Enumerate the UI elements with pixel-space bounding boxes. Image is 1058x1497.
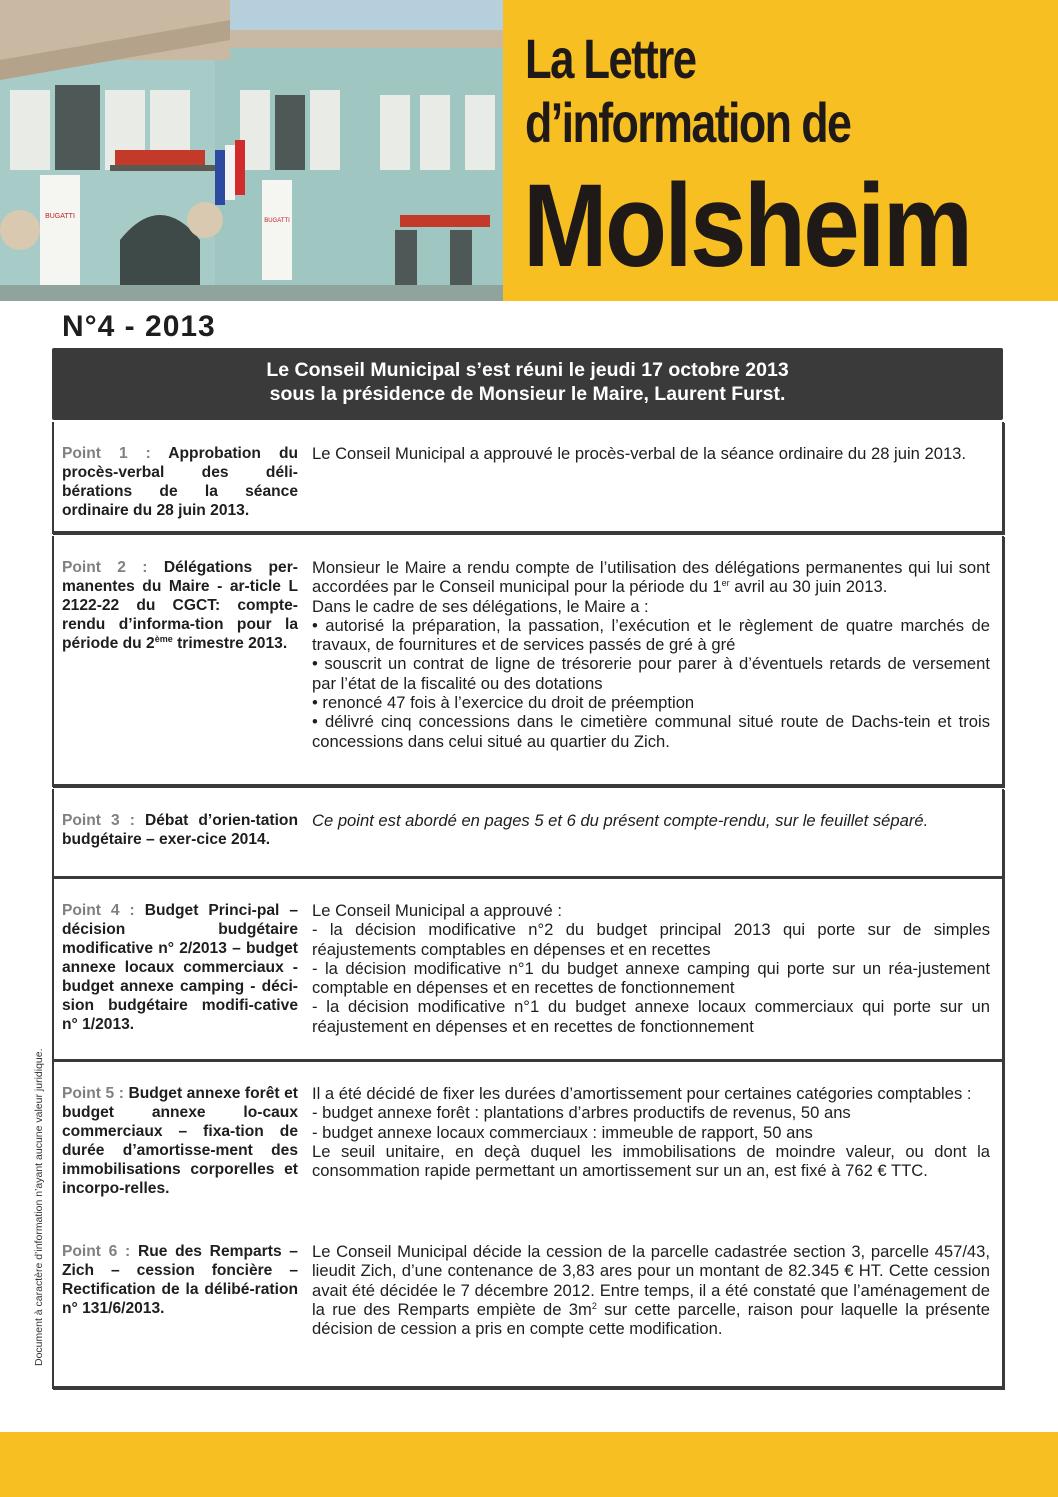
point-5-heading: Budget annexe forêt et budget annexe lo-caux commerciaux – fixa-tion de durée d’amortisse-ment des immobilisations corporelles et incorpo-relles. xyxy=(62,1085,298,1197)
point-2-bullet: • délivré cinq concessions dans le cimetière communal situé route de Dachs-tein et trois concessions dans celui situé au quartier du Zich. xyxy=(312,712,990,751)
point-6-body xyxy=(312,1242,990,1338)
point-4-line: - la décision modificative n°1 du budget annexe camping qui porte sur un réa-justement comptable en dépenses et en recettes de fonctionnement xyxy=(312,958,990,998)
council-report xyxy=(52,348,1003,1339)
point-1-heading: Approbation du procès-verbal des déli-bérations de la séance ordinaire du 28 juin 2013. xyxy=(62,445,298,519)
point-6-label: Point 6 : xyxy=(62,1243,131,1260)
point-2-intro-sup: er xyxy=(721,578,730,589)
point-3-text: Ce point est abordé en pages 5 et 6 du présent compte-rendu, sur le feuillet séparé. xyxy=(312,811,929,830)
point-6-text-a: Le Conseil Municipal décide la cession de la parcelle cadastrée section 3, parcelle 457/43, lieudit Zich, d’une contenance de 3,83 ares pour un montant de 82.345 € HT. Cette cession avait été décidée le 7 décembre 2012. Entre temps, il a été constaté que l’aménagement de la rue des Remparts empiète de 3m xyxy=(312,1242,990,1319)
point-row-3 xyxy=(52,789,1004,879)
point-2-heading-sup: ème xyxy=(154,634,173,644)
point-5-title xyxy=(62,1084,298,1198)
point-1-body xyxy=(312,444,990,463)
title-line-1: La Lettre xyxy=(525,27,696,90)
footer-bar xyxy=(0,1432,1058,1497)
bugatti-banner-right: BUGATTI xyxy=(264,218,290,224)
point-5-label: Point 5 : xyxy=(62,1085,124,1102)
bugatti-banner-left: BUGATTI xyxy=(45,213,75,220)
point-2-label: Point 2 : xyxy=(62,559,148,576)
point-5-body xyxy=(312,1084,990,1180)
point-4-title xyxy=(62,901,298,1034)
point-5-line: Il a été décidé de fixer les durées d’amortissement pour certaines catégories comptables : xyxy=(312,1084,972,1103)
point-4-body xyxy=(312,901,990,1036)
point-row-5 xyxy=(52,1062,1004,1232)
point-4-label: Point 4 : xyxy=(62,902,135,919)
point-2-bullet: • souscrit un contrat de ligne de trésorerie pour parer à d’éventuels retards de versement par l’état de la fiscalité ou des dotations xyxy=(312,654,990,693)
point-4-heading: Budget Princi-pal – décision budgétaire modificative n° 2/2013 – budget annexe locaux commerciaux - budget annexe camping - déci-sion budgétaire modifi-cative n° 1/2013. xyxy=(62,902,298,1033)
council-heading-line-2: sous la présidence de Monsieur le Maire, Laurent Furst. xyxy=(269,383,786,405)
point-2-intro xyxy=(312,558,990,597)
point-2-title xyxy=(62,558,298,653)
point-6-title xyxy=(62,1242,298,1318)
point-2-heading-b: trimestre 2013. xyxy=(172,635,288,652)
point-6-text-b: sur cette parcelle, raison pour laquelle la présente décision de cession a pris en compte cette modification. xyxy=(312,1299,990,1339)
point-3-title xyxy=(62,811,298,849)
council-heading xyxy=(52,348,1003,420)
point-4-line: Le Conseil Municipal a approuvé : xyxy=(312,901,562,920)
point-2-body xyxy=(312,558,990,751)
point-2-heading-a: Délégations per-manentes du Maire - ar-ticle L 2122-22 du CGCT: compte-rendu d’informa-tion pour la période du 2 xyxy=(62,559,298,652)
point-row-6 xyxy=(52,1220,1004,1389)
legal-side-note: Document à caractère d’information n’ayant aucune valeur juridique. xyxy=(33,1048,45,1366)
point-1-text: Le Conseil Municipal a approuvé le procès-verbal de la séance ordinaire du 28 juin 2013. xyxy=(312,444,967,463)
title-line-2: d’information de xyxy=(525,91,851,154)
point-row-1 xyxy=(52,422,1004,534)
point-5-line: Le seuil unitaire, en deçà duquel les immobilisations de moindre valeur, ou dont la consommation rapide permettant un amortissement sur un an, est fixé à 762 € TTC. xyxy=(312,1141,990,1181)
point-6-text xyxy=(312,1242,990,1338)
point-2-lead: Dans le cadre de ses délégations, le Maire a : xyxy=(312,596,649,616)
point-row-4 xyxy=(52,879,1004,1062)
issue-number: N°4 - 2013 xyxy=(62,310,216,343)
point-6-text-sup: 2 xyxy=(591,1300,597,1311)
point-6-heading: Rue des Remparts – Zich – cession foncière – Rectification de la délibé-ration n° 131/6/2013. xyxy=(62,1243,298,1317)
point-1-title xyxy=(62,444,298,520)
point-3-heading: Débat d’orien-tation budgétaire – exer-cice 2014. xyxy=(62,812,298,848)
council-heading-line-1: Le Conseil Municipal s’est réuni le jeudi 17 octobre 2013 xyxy=(266,359,789,381)
town-hall-illustration xyxy=(0,0,503,301)
point-3-body xyxy=(312,811,990,830)
point-row-2 xyxy=(52,536,1004,787)
point-5-line: - budget annexe forêt : plantations d’arbres productifs de revenus, 50 ans xyxy=(312,1103,851,1123)
title-city: Molsheim xyxy=(523,160,971,292)
point-2-intro-b: avril au 30 juin 2013. xyxy=(729,577,888,597)
point-3-label: Point 3 : xyxy=(62,812,135,829)
point-2-intro-a: Monsieur le Maire a rendu compte de l’utilisation des délégations permanentes qui lui sont accordées par le Conseil municipal pour la période du 1 xyxy=(312,558,990,597)
point-4-line: - la décision modificative n°2 du budget principal 2013 qui porte sur de simples réajustements comptables en dépenses et en recettes xyxy=(312,920,990,959)
point-1-label: Point 1 : xyxy=(62,445,151,462)
header-photo-town-hall xyxy=(0,0,503,301)
point-5-line: - budget annexe locaux commerciaux : immeuble de rapport, 50 ans xyxy=(312,1122,813,1142)
title-banner xyxy=(503,0,1058,301)
point-2-bullet: • renoncé 47 fois à l’exercice du droit de préemption xyxy=(312,693,695,713)
point-2-bullet: • autorisé la préparation, la passation, l’exécution et le règlement de quatre marchés de travaux, de fournitures et de services passés de gré à gré xyxy=(312,615,990,655)
point-4-line: - la décision modificative n°1 du budget annexe locaux commerciaux qui porte sur un réajustement en dépenses et en recettes de fonctionnement xyxy=(312,997,990,1036)
